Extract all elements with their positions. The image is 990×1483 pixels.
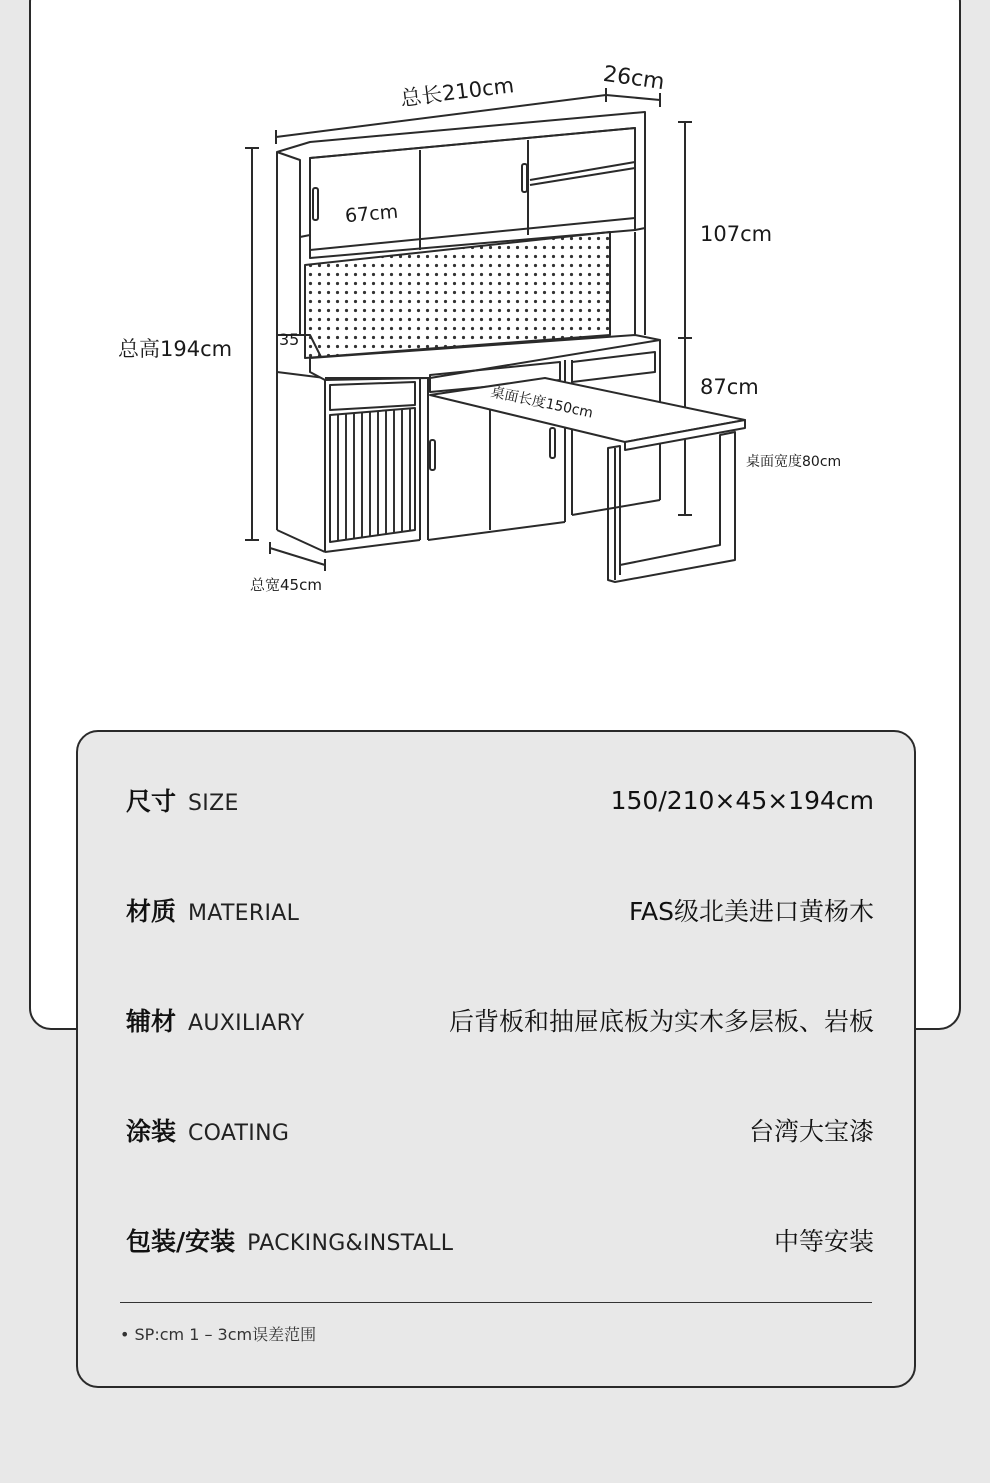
dim-lower-height: 87cm: [700, 375, 759, 399]
spec-row-packing: [126, 1220, 874, 1260]
spec-value: FAS级北美进口黄杨木: [628, 897, 874, 926]
spec-value: 台湾大宝漆: [748, 1117, 874, 1146]
dim-total-depth: 总宽45cm: [250, 576, 322, 594]
spec-label-cn: 辅材: [126, 1007, 177, 1036]
spec-label-en: MATERIAL: [188, 901, 300, 926]
spec-label-en: SIZE: [188, 791, 239, 816]
spec-value: 后背板和抽屉底板为实木多层板、岩板: [448, 1007, 874, 1036]
dim-desk-width: 桌面宽度80cm: [746, 454, 842, 470]
spec-row-material: [126, 890, 874, 930]
furniture-diagram: [0, 0, 990, 700]
dim-upper-height: 107cm: [700, 222, 773, 246]
dim-shelf-depth: 35: [279, 330, 300, 349]
spec-card: [76, 730, 916, 1388]
spec-label-cn: 涂装: [126, 1117, 177, 1146]
spec-label-cn: 尺寸: [126, 787, 177, 816]
tolerance-note: • SP:cm 1 – 3cm误差范围: [120, 1325, 317, 1344]
dim-total-height: 总高194cm: [118, 337, 233, 361]
spec-divider: [120, 1302, 872, 1303]
spec-label-en: AUXILIARY: [188, 1011, 305, 1036]
spec-label-en: COATING: [188, 1121, 290, 1146]
spec-value: 中等安装: [773, 1227, 874, 1256]
dim-cabinet-width: 67cm: [344, 200, 399, 228]
dim-top-depth: 26cm: [601, 61, 666, 96]
dim-total-length: 总长210cm: [399, 73, 516, 111]
spec-value: 150/210×45×194cm: [610, 785, 874, 815]
spec-row-coating: [126, 1110, 874, 1150]
spec-label-cn: 包装/安装: [126, 1227, 236, 1256]
spec-row-size: [126, 780, 874, 820]
spec-label-cn: 材质: [126, 897, 177, 926]
spec-row-auxiliary: [126, 1000, 874, 1040]
spec-label-en: PACKING&INSTALL: [247, 1231, 454, 1256]
dim-desk-length: 桌面长度150cm: [489, 384, 595, 422]
